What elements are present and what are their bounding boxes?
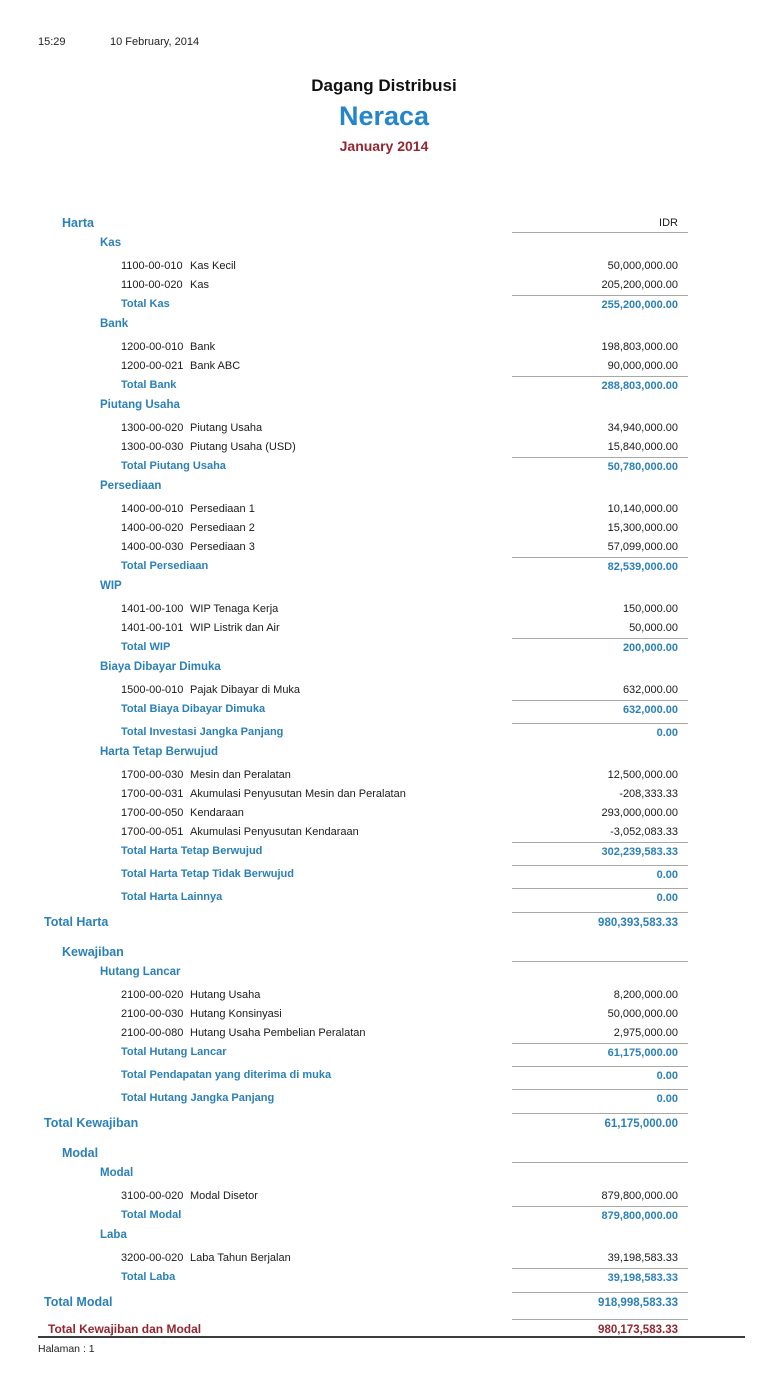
section-header-row xyxy=(0,942,768,962)
account-name: Piutang Usaha xyxy=(190,422,263,434)
grand-total-row xyxy=(0,1113,768,1133)
account-row xyxy=(0,823,768,842)
amount-cell: 918,998,583.33 xyxy=(512,1292,688,1312)
account-code: 1700-00-031 xyxy=(121,788,184,800)
row-label: Total Investasi Jangka Panjang xyxy=(121,726,284,738)
amount-cell: 8,200,000.00 xyxy=(613,989,678,1001)
amount-cell: 50,000,000.00 xyxy=(607,1008,678,1020)
account-name: Bank ABC xyxy=(190,360,241,372)
account-row xyxy=(0,1187,768,1206)
amount-cell: 0.00 xyxy=(512,865,688,884)
account-name: Kendaraan xyxy=(190,807,244,819)
account-code: 1401-00-100 xyxy=(121,603,184,615)
account-name: WIP Tenaga Kerja xyxy=(190,603,279,615)
subtotal-row xyxy=(0,295,768,314)
account-code: 1300-00-030 xyxy=(121,441,184,453)
row-label: Harta Tetap Berwujud xyxy=(100,746,218,758)
account-row xyxy=(0,619,768,638)
row-label: Bank xyxy=(100,318,129,330)
subsection-header-row xyxy=(0,315,768,334)
amount-cell: 50,780,000.00 xyxy=(512,457,688,476)
row-label: Total Harta Tetap Berwujud xyxy=(121,845,263,857)
amount-cell: 39,198,583.33 xyxy=(512,1268,688,1287)
account-code: 1200-00-021 xyxy=(121,360,184,372)
amount-column-rule xyxy=(512,942,688,962)
row-label: Total Harta xyxy=(44,915,109,929)
subtotal-row xyxy=(0,376,768,395)
amount-cell: 200,000.00 xyxy=(512,638,688,657)
account-name: Hutang Usaha xyxy=(190,989,261,1001)
account-code: 1200-00-010 xyxy=(121,341,184,353)
amount-cell: 82,539,000.00 xyxy=(512,557,688,576)
amount-cell: 57,099,000.00 xyxy=(607,541,678,553)
row-label: Kas xyxy=(100,237,122,249)
row-label: Total Biaya Dibayar Dimuka xyxy=(121,703,266,715)
print-time: 15:29 xyxy=(38,36,66,48)
account-code: 3200-00-020 xyxy=(121,1252,184,1264)
grand-total-row xyxy=(0,912,768,932)
row-label: Persediaan xyxy=(100,480,162,492)
account-code: 3100-00-020 xyxy=(121,1190,184,1202)
subtotal-row xyxy=(0,842,768,861)
amount-cell: 10,140,000.00 xyxy=(607,503,678,515)
row-label: Hutang Lancar xyxy=(100,966,181,978)
account-code: 1700-00-030 xyxy=(121,769,184,781)
amount-cell: 12,500,000.00 xyxy=(607,769,678,781)
subtotal-row xyxy=(0,700,768,719)
amount-cell: 879,800,000.00 xyxy=(512,1206,688,1225)
amount-cell: 50,000.00 xyxy=(629,622,678,634)
account-row xyxy=(0,500,768,519)
account-row xyxy=(0,681,768,700)
subsection-header-row xyxy=(0,963,768,982)
amount-cell: -208,333.33 xyxy=(619,788,678,800)
report-title: Neraca xyxy=(338,101,430,131)
footer-divider xyxy=(38,1336,745,1338)
amount-cell: 90,000,000.00 xyxy=(607,360,678,372)
amount-column-rule xyxy=(512,1143,688,1163)
row-label: Total Piutang Usaha xyxy=(121,460,226,472)
row-label: Total Kewajiban xyxy=(44,1116,139,1130)
subsection-header-row xyxy=(0,1226,768,1245)
row-label: Total WIP xyxy=(121,641,171,653)
row-label: Harta xyxy=(62,216,94,230)
account-row xyxy=(0,438,768,457)
account-code: 2100-00-030 xyxy=(121,1008,184,1020)
row-label: Total Modal xyxy=(44,1295,113,1309)
account-name: Laba Tahun Berjalan xyxy=(190,1252,291,1264)
account-row xyxy=(0,804,768,823)
account-code: 1401-00-101 xyxy=(121,622,184,634)
account-row xyxy=(0,785,768,804)
account-name: Bank xyxy=(190,341,216,353)
account-name: Persediaan 1 xyxy=(190,503,255,515)
section-header-row xyxy=(0,213,768,233)
account-code: 1400-00-020 xyxy=(121,522,184,534)
account-name: Akumulasi Penyusutan Mesin dan Peralatan xyxy=(190,788,406,800)
row-label: Total Harta Lainnya xyxy=(121,891,223,903)
standalone-subtotal-row xyxy=(0,865,768,884)
section-header-row xyxy=(0,1143,768,1163)
row-label: Total Persediaan xyxy=(121,560,209,572)
row-label: Total Bank xyxy=(121,379,177,391)
standalone-subtotal-row xyxy=(0,1089,768,1108)
account-row xyxy=(0,1249,768,1268)
row-label: Total Hutang Jangka Panjang xyxy=(121,1092,275,1104)
account-code: 1100-00-010 xyxy=(121,260,183,272)
account-name: Pajak Dibayar di Muka xyxy=(190,684,301,696)
row-label: Modal xyxy=(62,1146,99,1160)
amount-cell: 2,975,000.00 xyxy=(613,1027,678,1039)
amount-cell: 255,200,000.00 xyxy=(512,295,688,314)
account-row xyxy=(0,1005,768,1024)
account-code: 1400-00-010 xyxy=(121,503,184,515)
account-name: Akumulasi Penyusutan Kendaraan xyxy=(190,826,359,838)
amount-cell: 0.00 xyxy=(512,1066,688,1085)
subsection-header-row xyxy=(0,743,768,762)
amount-cell: 61,175,000.00 xyxy=(512,1043,688,1062)
amount-cell: 879,800,000.00 xyxy=(601,1190,678,1202)
row-label: Total Pendapatan yang diterima di muka xyxy=(121,1069,332,1081)
row-label: Total Laba xyxy=(121,1271,176,1283)
account-name: Persediaan 3 xyxy=(190,541,255,553)
subtotal-row xyxy=(0,638,768,657)
account-code: 1500-00-010 xyxy=(121,684,184,696)
subtotal-row xyxy=(0,457,768,476)
subsection-header-row xyxy=(0,658,768,677)
amount-cell: 39,198,583.33 xyxy=(607,1252,678,1264)
account-name: Persediaan 2 xyxy=(190,522,255,534)
account-name: Piutang Usaha (USD) xyxy=(190,441,296,453)
amount-cell: 632,000.00 xyxy=(512,700,688,719)
account-name: Hutang Konsinyasi xyxy=(190,1008,282,1020)
standalone-subtotal-row xyxy=(0,1066,768,1085)
page-number: Halaman : 1 xyxy=(38,1343,95,1355)
account-row xyxy=(0,276,768,295)
subsection-header-row xyxy=(0,396,768,415)
account-code: 1300-00-020 xyxy=(121,422,184,434)
account-code: 1100-00-020 xyxy=(121,279,183,291)
amount-cell: 15,300,000.00 xyxy=(607,522,678,534)
print-date: 10 February, 2014 xyxy=(110,36,200,48)
standalone-subtotal-row xyxy=(0,888,768,907)
account-name: WIP Listrik dan Air xyxy=(190,622,280,634)
standalone-subtotal-row xyxy=(0,723,768,742)
account-code: 2100-00-020 xyxy=(121,989,184,1001)
amount-cell: 980,173,583.33 xyxy=(512,1319,688,1339)
amount-cell: 205,200,000.00 xyxy=(601,279,678,291)
amount-cell: 0.00 xyxy=(512,1089,688,1108)
account-row xyxy=(0,986,768,1005)
account-row xyxy=(0,357,768,376)
amount-cell: 150,000.00 xyxy=(622,603,678,615)
account-row xyxy=(0,519,768,538)
grand-total-row xyxy=(0,1292,768,1312)
row-label: Modal xyxy=(100,1167,134,1179)
amount-cell: 632,000.00 xyxy=(622,684,678,696)
account-row xyxy=(0,1024,768,1043)
row-label: Biaya Dibayar Dimuka xyxy=(100,661,221,673)
amount-cell: 61,175,000.00 xyxy=(512,1113,688,1133)
account-name: Hutang Usaha Pembelian Peralatan xyxy=(190,1027,366,1039)
subtotal-row xyxy=(0,1268,768,1287)
account-row xyxy=(0,419,768,438)
amount-cell: 0.00 xyxy=(512,723,688,742)
amount-cell: 980,393,583.33 xyxy=(512,912,688,932)
account-code: 1700-00-050 xyxy=(121,807,184,819)
row-label: Total Kewajiban dan Modal xyxy=(48,1322,202,1336)
account-code: 1400-00-030 xyxy=(121,541,184,553)
row-label: Kewajiban xyxy=(62,945,124,959)
amount-cell: 15,840,000.00 xyxy=(607,441,678,453)
account-name: Kas xyxy=(190,279,209,291)
row-label: Total Hutang Lancar xyxy=(121,1046,227,1058)
subtotal-row xyxy=(0,1206,768,1225)
amount-cell: 302,239,583.33 xyxy=(512,842,688,861)
company-name: Dagang Distribusi xyxy=(311,76,457,95)
row-label: WIP xyxy=(100,580,122,592)
row-label: Total Modal xyxy=(121,1209,182,1221)
subsection-header-row xyxy=(0,577,768,596)
row-label: Piutang Usaha xyxy=(100,399,180,411)
amount-cell: -3,052,083.33 xyxy=(610,826,678,838)
report-period: January 2014 xyxy=(339,138,429,154)
account-row xyxy=(0,766,768,785)
account-name: Modal Disetor xyxy=(190,1190,258,1202)
currency-label: IDR xyxy=(512,213,688,233)
subsection-header-row xyxy=(0,234,768,253)
row-label: Laba xyxy=(100,1229,127,1241)
print-meta xyxy=(0,36,768,52)
amount-cell: 50,000,000.00 xyxy=(607,260,678,272)
amount-cell: 198,803,000.00 xyxy=(601,341,678,353)
subtotal-row xyxy=(0,1043,768,1062)
account-row xyxy=(0,338,768,357)
amount-cell: 293,000,000.00 xyxy=(601,807,678,819)
subtotal-row xyxy=(0,557,768,576)
account-name: Mesin dan Peralatan xyxy=(190,769,291,781)
row-label: Total Harta Tetap Tidak Berwujud xyxy=(121,868,294,880)
amount-cell: 288,803,000.00 xyxy=(512,376,688,395)
subsection-header-row xyxy=(0,1164,768,1183)
account-code: 2100-00-080 xyxy=(121,1027,184,1039)
account-code: 1700-00-051 xyxy=(121,826,184,838)
account-row xyxy=(0,257,768,276)
subsection-header-row xyxy=(0,477,768,496)
amount-cell: 0.00 xyxy=(512,888,688,907)
report-body xyxy=(0,213,768,1339)
account-row xyxy=(0,600,768,619)
row-label: Total Kas xyxy=(121,298,170,310)
account-row xyxy=(0,538,768,557)
amount-cell: 34,940,000.00 xyxy=(607,422,678,434)
account-name: Kas Kecil xyxy=(190,260,236,272)
